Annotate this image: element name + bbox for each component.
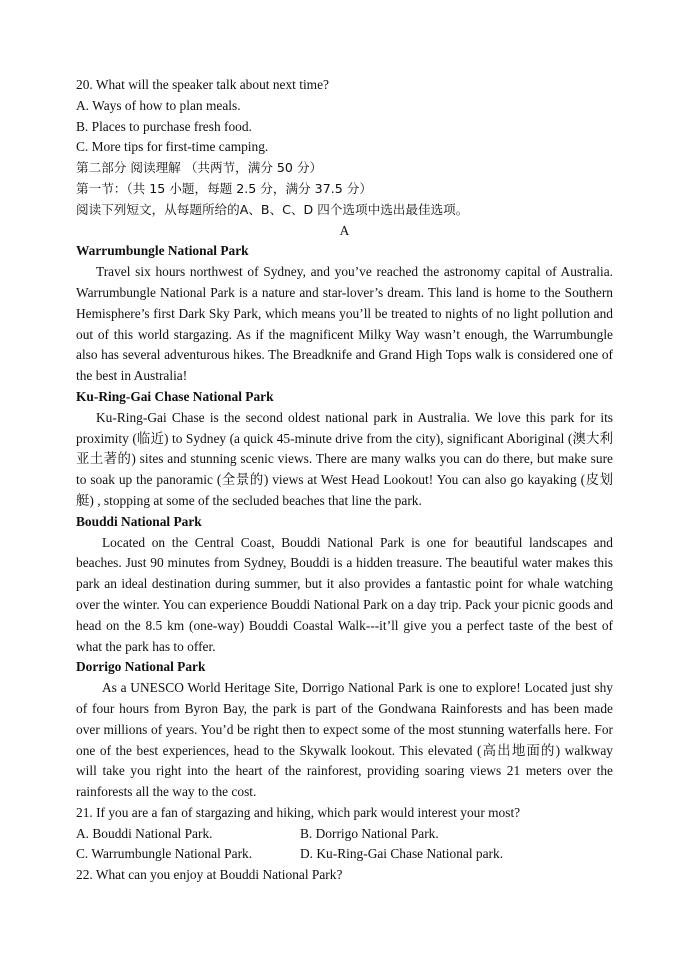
section-1-title: 第一节：（共 15 小题，每题 2.5 分，满分 37.5 分）: [76, 180, 372, 196]
park-heading-dorrigo: Dorrigo National Park: [76, 659, 206, 675]
reading-instruction: 阅读下列短文，从每题所给的A、B、C、D 四个选项中选出最佳选项。: [76, 201, 469, 217]
question-21-options-row-2: [76, 844, 613, 865]
question-20-option-c: C. More tips for first-time camping.: [76, 139, 269, 155]
question-22-stem: 22. What can you enjoy at Bouddi National Park?: [76, 867, 343, 883]
question-21-option-c: C. Warrumbungle National Park.: [76, 846, 253, 862]
question-20-option-a: A. Ways of how to plan meals.: [76, 97, 241, 113]
park-heading-ku-ring-gai: Ku-Ring-Gai Chase National Park: [76, 388, 274, 404]
park-paragraph-warrumbungle: Travel six hours northwest of Sydney, and you’ve reached the astronomy capital of Australia. Warrumbungle National Park is a nature and star-lover’s dream. This land is home to the Southern Hemisphere’s first Dark Sky Park, which means you’ll be treated to nights of no light pollution and out of this world stargazing. As if the magnificent Milky Way wasn’t enough, the Warrumbungle also has several adventurous hikes. The Breadknife and Grand High Tops walk is considered one of the best in Australia!: [76, 264, 613, 384]
question-21-option-d: D. Ku-Ring-Gai Chase National park.: [300, 846, 504, 862]
park-heading-bouddi: Bouddi National Park: [76, 513, 202, 529]
passage-letter: A: [339, 222, 350, 238]
question-21-option-a: A. Bouddi National Park.: [76, 825, 213, 841]
park-paragraph-ku-ring-gai: Ku-Ring-Gai Chase is the second oldest national park in Australia. We love this park for its proximity (临近) to Sydney (a quick 45-minute drive from the city), significant Aboriginal (澳大利亚土著的) sites and stunning scenic views. There are many walks you can do there, but make sure to soak up the panoramic (全景的) views at West Head Lookout! You can also go kayaking (皮划艇) , stopping at some of the secluded beaches that line the park.: [76, 409, 613, 508]
question-20-stem: 20. What will the speaker talk about next time?: [76, 77, 329, 92]
part-2-title: 第二部分 阅读理解 （共两节，满分 50 分）: [76, 160, 323, 176]
question-21-options-row-1: [76, 824, 613, 845]
question-20-option-b: B. Places to purchase fresh food.: [76, 118, 252, 134]
park-paragraph-dorrigo: As a UNESCO World Heritage Site, Dorrigo National Park is one to explore! Located just shy of four hours from Byron Bay, the park is part of the Gondwana Rainforests and has been made over millions of years. You’d be right then to expect some of the most stunning waterfalls here. For one of the best experiences, head to the Skywalk lookout. This elevated (高出地面的) walkway will take you right into the heart of the rainforest, providing soaring views 21 meters over the rainforests all the way to the cost.: [76, 680, 613, 800]
park-heading-warrumbungle: Warrumbungle National Park: [76, 243, 249, 259]
park-paragraph-bouddi: Located on the Central Coast, Bouddi National Park is one for beautiful landscapes and beaches. Just 90 minutes from Sydney, Bouddi is a hidden treasure. The beautiful water makes this park an ideal destination during summer, but it also provides a fantastic point for whale watching over the winter. You can experience Bouddi National Park on a day trip. Pack your picnic goods and head on the 8.5 km (one-way) Bouddi Coastal Walk---it’ll give you a perfect taste of the best of what the park has to offer.: [76, 534, 613, 654]
page-content: [76, 75, 613, 886]
question-21-stem: 21. If you are a fan of stargazing and hiking, which park would interest your most?: [76, 804, 521, 820]
question-21-option-b: B. Dorrigo National Park.: [300, 825, 439, 841]
